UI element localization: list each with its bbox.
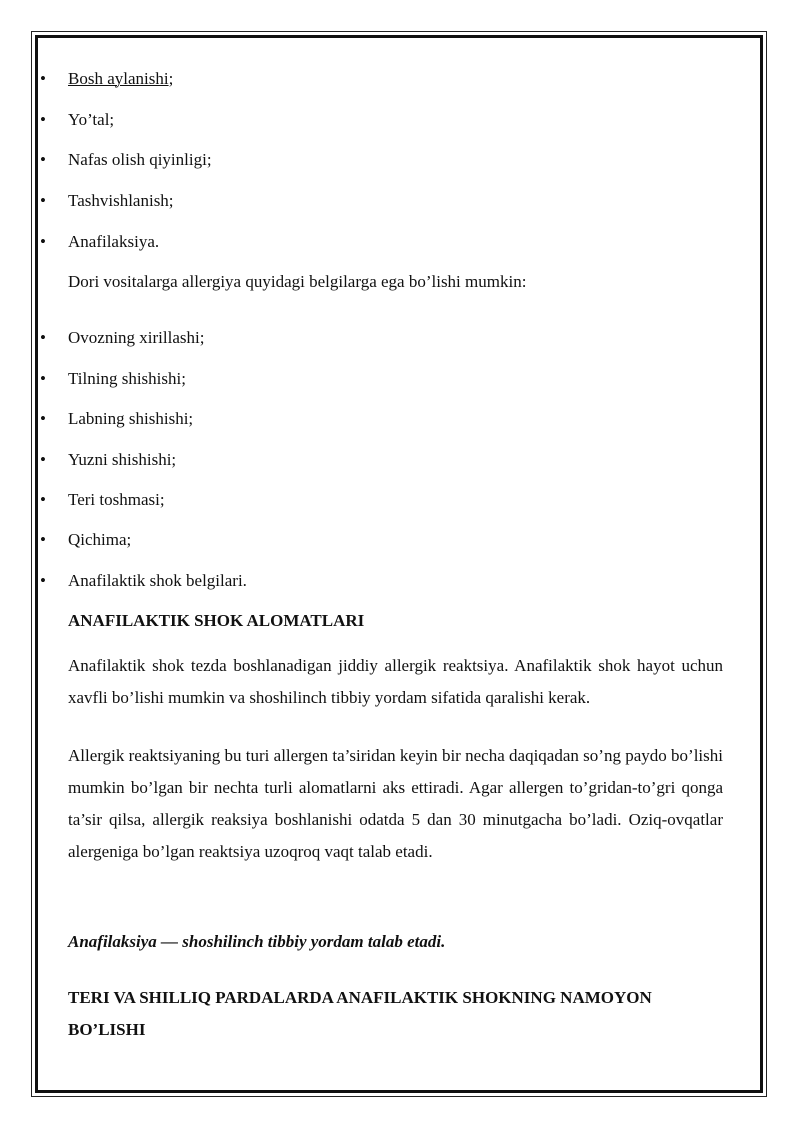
section-heading: ANAFILAKTIK SHOK ALOMATLARI	[68, 611, 365, 630]
list-intro: Dori vositalarga allergiya quyidagi belgilarga ega bo’lishi mumkin:	[68, 272, 527, 291]
bullet-marker: •	[40, 110, 46, 129]
list-item: Yuzni shishishi;	[68, 450, 177, 469]
list-item: Tilning shishishi;	[68, 369, 186, 388]
list-item: Qichima;	[68, 530, 132, 549]
bullet-marker: •	[40, 232, 46, 251]
bullet-marker: •	[40, 69, 46, 88]
list-item: Teri toshmasi;	[68, 490, 165, 509]
bullet-marker: •	[40, 530, 46, 549]
bullet-marker: •	[40, 328, 46, 347]
list-item: Labning shishishi;	[68, 409, 194, 428]
list-item: Anafilaktik shok belgilari.	[68, 571, 247, 590]
list-item: Bosh aylanishi;	[68, 69, 174, 88]
bullet-marker: •	[40, 150, 46, 169]
bullet-marker: •	[40, 191, 46, 210]
emphasis-note: Anafilaksiya — shoshilinch tibbiy yordam talab etadi.	[68, 932, 446, 951]
paragraph: Allergik reaktsiyaning bu turi allergen ta’siridan keyin bir necha daqiqadan so’ng paydo bo’lishi mumkin bo’lgan bir nechta turli alomatlarni aks ettiradi. Agar allergen to’gridan-to’gri qonga ta’sir qilsa, allergik reaksiya boshlanishi odatda 5 dan 30 minutgacha bo’ladi. Oziq-ovqatlar alergeniga bo’lgan reaktsiya uzoqroq vaqt talab etadi.	[68, 746, 723, 861]
list-item: Tashvishlanish;	[68, 191, 174, 210]
bullet-marker: •	[40, 450, 46, 469]
paragraph: Anafilaktik shok tezda boshlanadigan jiddiy allergik reaktsiya. Anafilaktik shok hayot uchun xavfli bo’lishi mumkin va shoshilinch tibbiy yordam sifatida qaralishi kerak.	[68, 656, 723, 707]
list-item: Nafas olish qiyinligi;	[68, 150, 212, 169]
section-heading: TERI VA SHILLIQ PARDALARDA ANAFILAKTIK SHOKNING NAMOYON BO’LISHI	[68, 988, 652, 1039]
list-item-link-text[interactable]: Bosh aylanishi	[68, 69, 169, 88]
list-item: Yo’tal;	[68, 110, 115, 129]
bullet-marker: •	[40, 409, 46, 428]
bullet-marker: •	[40, 490, 46, 509]
bullet-marker: •	[40, 571, 46, 590]
list-item: Anafilaksiya.	[68, 232, 160, 251]
bullet-marker: •	[40, 369, 46, 388]
list-item: Ovozning xirillashi;	[68, 328, 205, 347]
